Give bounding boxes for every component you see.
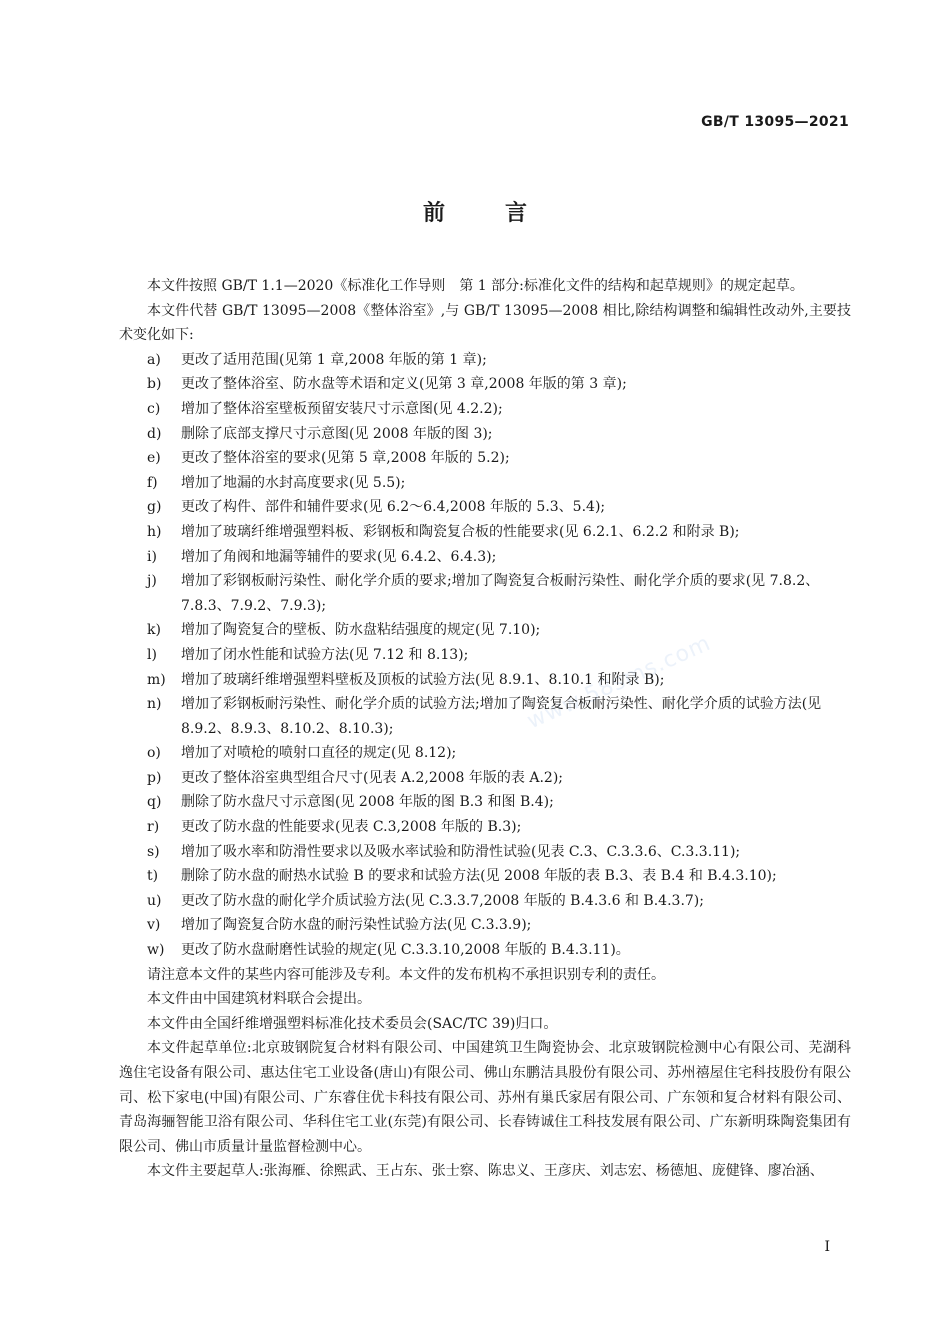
list-item xyxy=(119,446,851,471)
list-item-label: e) xyxy=(147,450,161,467)
list-item-label: a) xyxy=(147,351,161,368)
title-char-2: 言 xyxy=(505,201,528,226)
list-item xyxy=(119,766,851,791)
list-item-text: 删除了防水盘的耐热水试验 B 的要求和试验方法(见 2008 年版的表 B.3、表 B.4 和 B.4.3.10); xyxy=(181,868,777,885)
list-item-label: j) xyxy=(147,573,157,590)
list-item xyxy=(119,397,851,422)
list-item xyxy=(119,938,851,963)
list-item-text: 增加了彩钢板耐污染性、耐化学介质的要求;增加了陶瓷复合板耐污染性、耐化学介质的要求(见 7.8.2、7.8.3、7.9.2、7.9.3); xyxy=(181,573,820,614)
main-drafters: 本文件主要起草人:张海雁、徐熙武、王占东、张士察、陈忠义、王彦庆、刘志宏、杨德旭、庞健锋、廖冶涵、 xyxy=(147,1163,824,1180)
list-item-label: f) xyxy=(147,474,158,491)
list-item-text: 删除了底部支撑尺寸示意图(见 2008 年版的图 3); xyxy=(181,425,493,442)
list-item-text: 增加了闭水性能和试验方法(见 7.12 和 8.13); xyxy=(181,646,469,663)
list-item-text: 增加了陶瓷复合的壁板、防水盘粘结强度的规定(见 7.10); xyxy=(181,622,541,639)
list-item-text: 增加了玻璃纤维增强塑料板、彩钢板和陶瓷复合板的性能要求(见 6.2.1、6.2.2 和附录 B); xyxy=(181,523,740,540)
list-item-label: b) xyxy=(147,376,162,393)
list-item xyxy=(119,815,851,840)
list-item-label: t) xyxy=(147,868,159,885)
title-char-1: 前 xyxy=(422,201,445,226)
page-number: I xyxy=(824,1239,830,1255)
list-item-text: 更改了整体浴室、防水盘等术语和定义(见第 3 章,2008 年版的第 3 章); xyxy=(181,376,627,393)
page-title xyxy=(0,196,950,227)
list-item-text: 更改了整体浴室典型组合尺寸(见表 A.2,2008 年版的表 A.2); xyxy=(181,769,564,786)
committee-statement: 本文件由全国纤维增强塑料标准化技术委员会(SAC/TC 39)归口。 xyxy=(147,1015,558,1032)
list-item xyxy=(119,790,851,815)
list-item-label: c) xyxy=(147,400,161,417)
list-item-text: 增加了对喷枪的喷射口直径的规定(见 8.12); xyxy=(181,745,457,762)
list-item xyxy=(119,471,851,496)
list-item-text: 更改了防水盘的耐化学介质试验方法(见 C.3.3.7,2008 年版的 B.4.3.6 和 B.4.3.7); xyxy=(181,892,704,909)
list-item-label: p) xyxy=(147,769,162,786)
list-item-text: 增加了角阀和地漏等辅件的要求(见 6.4.2、6.4.3); xyxy=(181,548,497,565)
list-item-text: 增加了陶瓷复合防水盘的耐污染性试验方法(见 C.3.3.9); xyxy=(181,917,532,934)
list-item-text: 更改了防水盘的性能要求(见表 C.3,2008 年版的 B.3); xyxy=(181,819,522,836)
list-item xyxy=(119,618,851,643)
list-item xyxy=(119,741,851,766)
list-item xyxy=(119,692,851,741)
list-item-label: g) xyxy=(147,499,162,516)
list-item-label: r) xyxy=(147,819,160,836)
changes-list xyxy=(119,348,851,963)
list-item-text: 增加了吸水率和防滑性要求以及吸水率试验和防滑性试验(见表 C.3、C.3.3.6、C.3.3.11); xyxy=(181,843,741,860)
standard-code: GB/T 13095—2021 xyxy=(701,114,849,130)
list-item xyxy=(119,348,851,373)
list-item-label: l) xyxy=(147,646,157,663)
watermark-text: www.58sms.com xyxy=(523,630,715,735)
list-item-label: s) xyxy=(147,843,160,860)
list-item xyxy=(119,889,851,914)
list-item xyxy=(119,913,851,938)
list-item xyxy=(119,668,851,693)
list-item-text: 更改了构件、部件和辅件要求(见 6.2～6.4,2008 年版的 5.3、5.4); xyxy=(181,499,606,516)
list-item xyxy=(119,495,851,520)
list-item xyxy=(119,520,851,545)
list-item-label: w) xyxy=(147,942,165,959)
list-item-label: d) xyxy=(147,425,162,442)
list-item xyxy=(119,372,851,397)
list-item-label: k) xyxy=(147,622,161,639)
list-item-text: 更改了整体浴室的要求(见第 5 章,2008 年版的 5.2); xyxy=(181,450,510,467)
list-item-label: m) xyxy=(147,671,166,688)
list-item-label: i) xyxy=(147,548,157,565)
list-item xyxy=(119,643,851,668)
list-item-label: v) xyxy=(147,917,161,934)
list-item xyxy=(119,569,851,618)
intro-paragraph-2: 本文件代替 GB/T 13095—2008《整体浴室》,与 GB/T 13095—2008 相比,除结构调整和编辑性改动外,主要技术变化如下: xyxy=(119,302,851,344)
list-item-label: q) xyxy=(147,794,162,811)
list-item-text: 增加了地漏的水封高度要求(见 5.5); xyxy=(181,474,406,491)
list-item-text: 更改了适用范围(见第 1 章,2008 年版的第 1 章); xyxy=(181,351,487,368)
list-item-text: 增加了整体浴室壁板预留安装尺寸示意图(见 4.2.2); xyxy=(181,400,503,417)
list-item-text: 增加了玻璃纤维增强塑料壁板及顶板的试验方法(见 8.9.1、8.10.1 和附录 B); xyxy=(181,671,665,688)
list-item xyxy=(119,840,851,865)
list-item xyxy=(119,864,851,889)
list-item xyxy=(119,422,851,447)
patent-notice: 请注意本文件的某些内容可能涉及专利。本文件的发布机构不承担识别专利的责任。 xyxy=(147,966,665,983)
list-item xyxy=(119,545,851,570)
intro-paragraph-1: 本文件按照 GB/T 1.1—2020《标准化工作导则 第 1 部分:标准化文件的结构和起草规则》的规定起草。 xyxy=(147,278,804,294)
list-item-text: 删除了防水盘尺寸示意图(见 2008 年版的图 B.3 和图 B.4); xyxy=(181,794,554,811)
list-item-label: n) xyxy=(147,696,162,713)
list-item-label: u) xyxy=(147,892,162,909)
list-item-label: o) xyxy=(147,745,161,762)
drafting-units: 本文件起草单位:北京玻钢院复合材料有限公司、中国建筑卫生陶瓷协会、北京玻钢院检测中心有限公司、芜湖科逸住宅设备有限公司、惠达住宅工业设备(唐山)有限公司、佛山东鹏洁具股份有限公司、苏州禧屋住宅科技股份有限公司、松下家电(中国)有限公司、广东睿住优卡科技有限公司、苏州有巢氏家居有限公司、广东领和复合材料有限公司、青岛海骊智能卫浴有限公司、华科住宅工业(东莞)有限公司、长春铸诚住工科技发展有限公司、广东新明珠陶瓷集团有限公司、佛山市质量计量监督检测中心。 xyxy=(119,1040,851,1155)
foreword-body xyxy=(119,274,851,1184)
list-item-label: h) xyxy=(147,523,162,540)
proposer-statement: 本文件由中国建筑材料联合会提出。 xyxy=(147,991,371,1008)
list-item-text: 更改了防水盘耐磨性试验的规定(见 C.3.3.10,2008 年版的 B.4.3.11)。 xyxy=(181,942,630,959)
list-item-text: 增加了彩钢板耐污染性、耐化学介质的试验方法;增加了陶瓷复合板耐污染性、耐化学介质的试验方法(见 8.9.2、8.9.3、8.10.2、8.10.3); xyxy=(181,696,822,737)
